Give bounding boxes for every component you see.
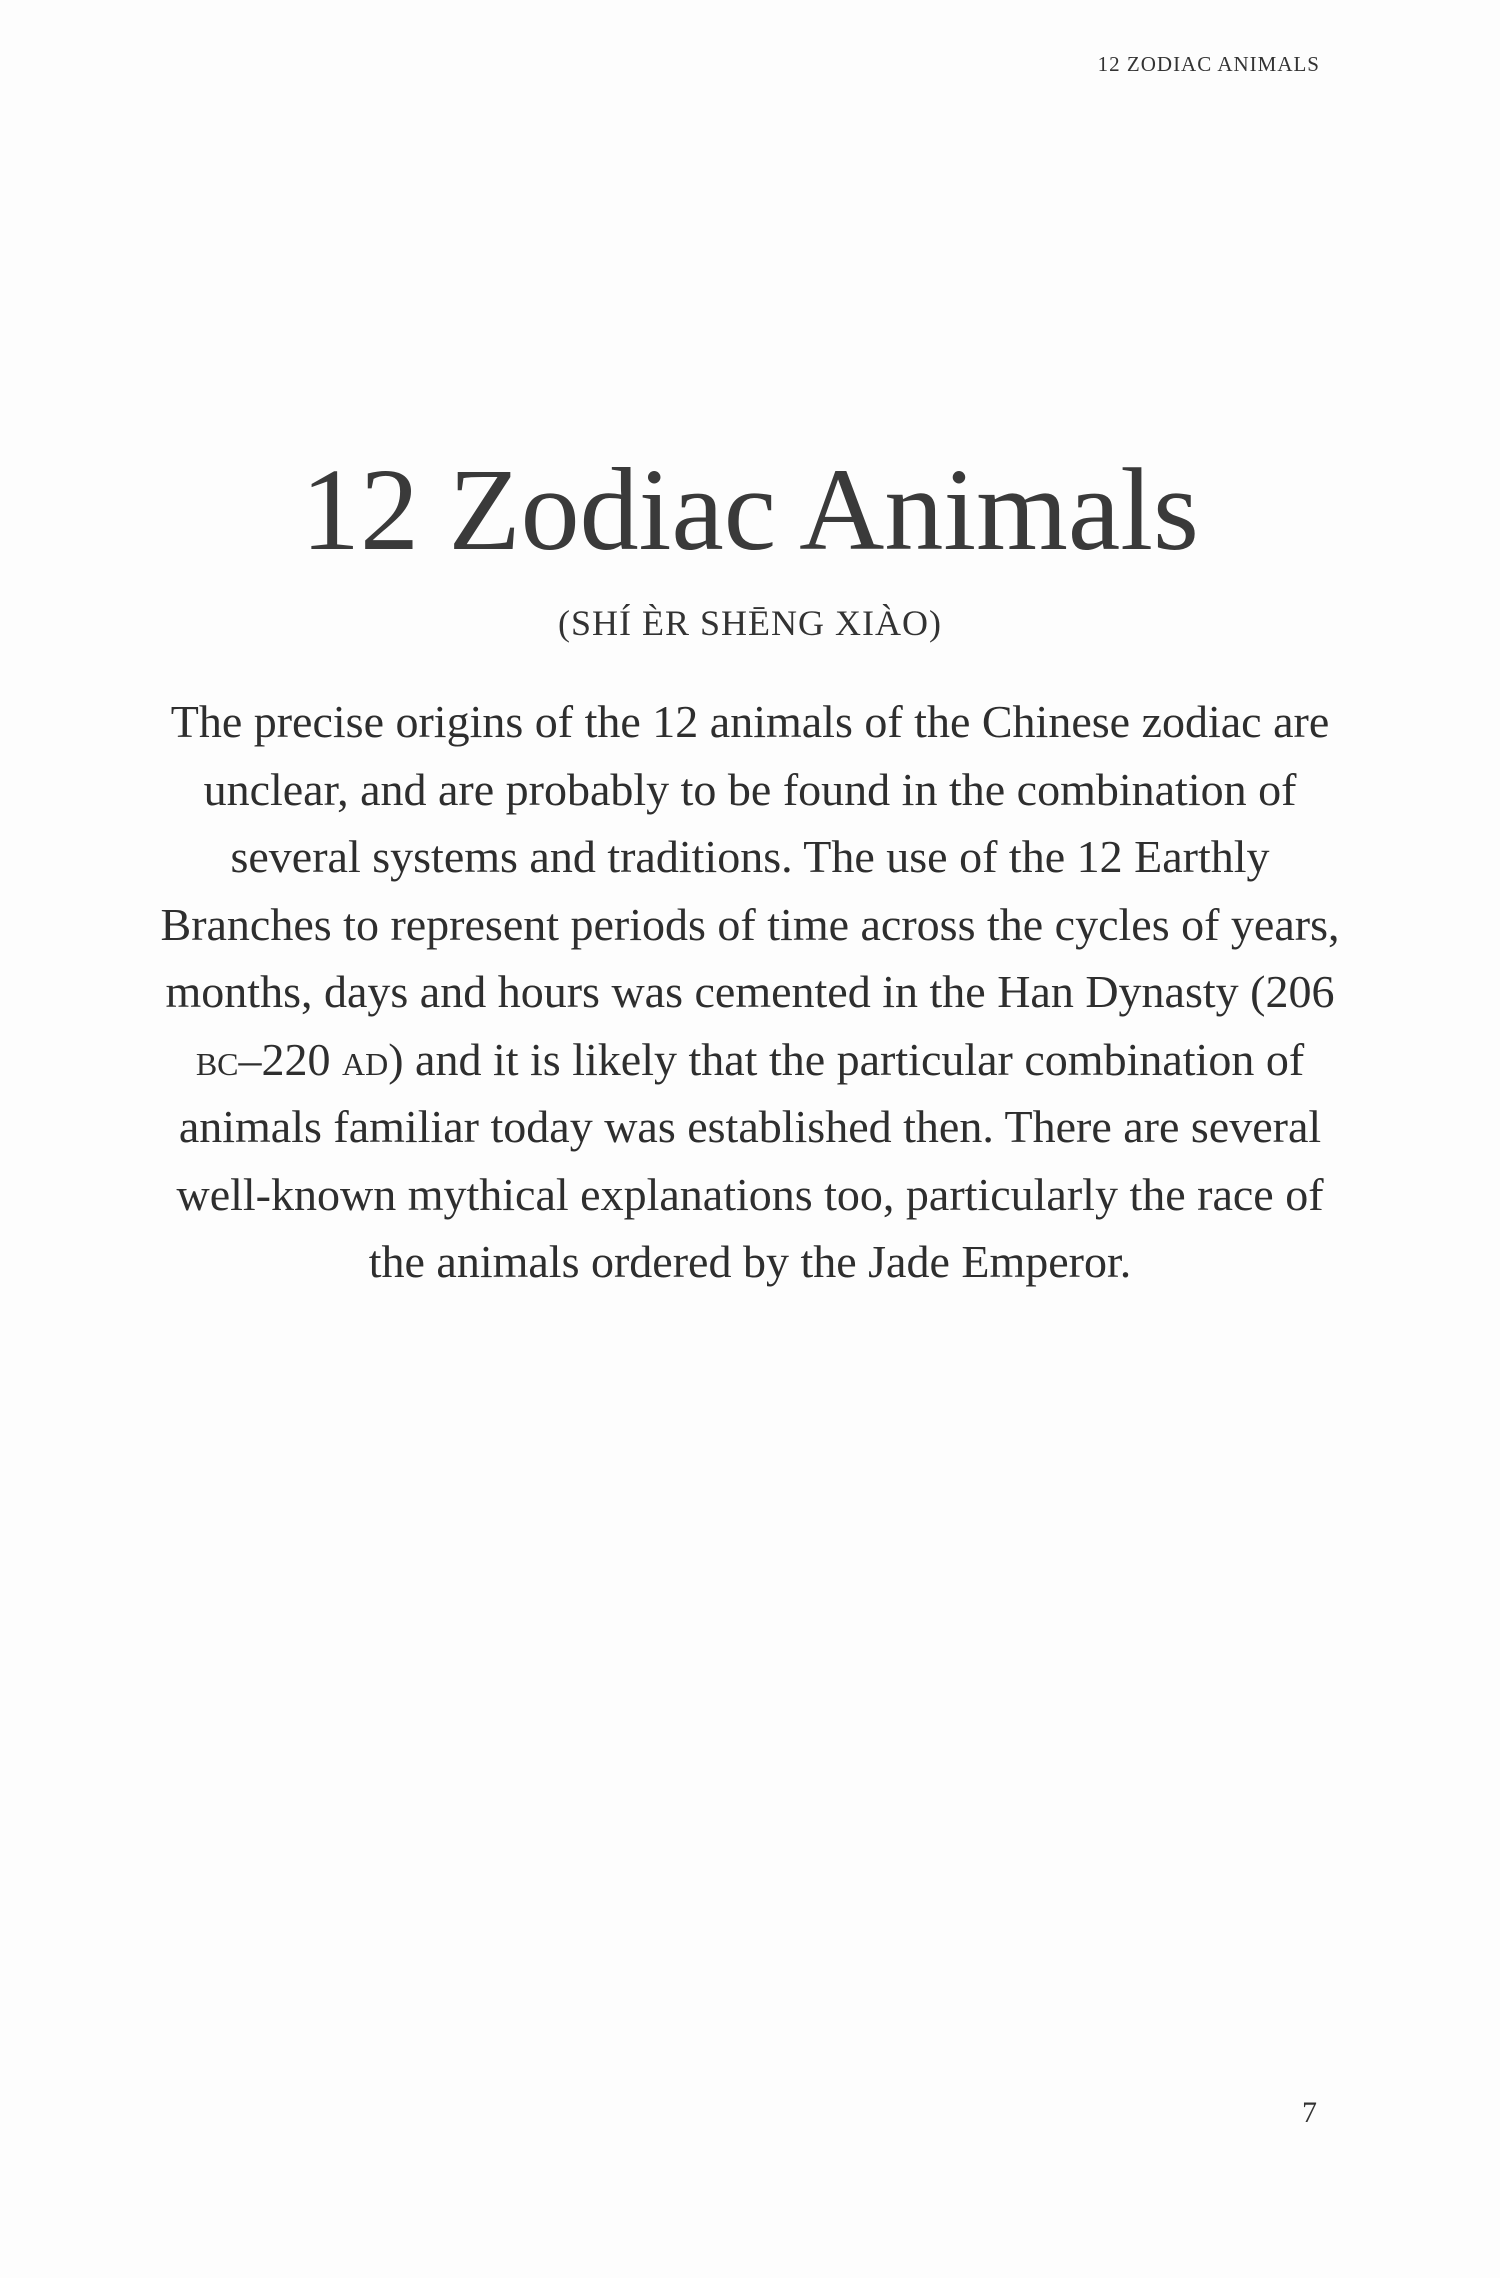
paragraph-text-start: The precise origins of the 12 animals of the Chinese zodiac are unclear, and are probably to be found in the combination of several systems and traditions. The use of the 12 Earthly Branches to represent periods of time across the cycles of years, months, days and hours was cemented in the Han Dynasty (206 <box>160 696 1340 1017</box>
page-title: 12 Zodiac Animals <box>301 444 1199 575</box>
paragraph-text-end: ) and it is likely that the particular combination of animals familiar today was established then. There are several well-known mythical explanations too, particularly the race of the animals ordered by the Jade Emperor. <box>176 1033 1324 1287</box>
era-bc: bc <box>195 1033 239 1085</box>
page-number: 7 <box>1302 2096 1317 2129</box>
body-paragraph <box>160 688 1340 1296</box>
page-subtitle: (SHÍ ÈR SHĒNG XIÀO) <box>558 603 942 643</box>
year-range-end: –220 <box>238 1033 331 1085</box>
running-header: 12 ZODIAC ANIMALS <box>1097 52 1320 76</box>
era-ad: ad <box>342 1033 389 1085</box>
